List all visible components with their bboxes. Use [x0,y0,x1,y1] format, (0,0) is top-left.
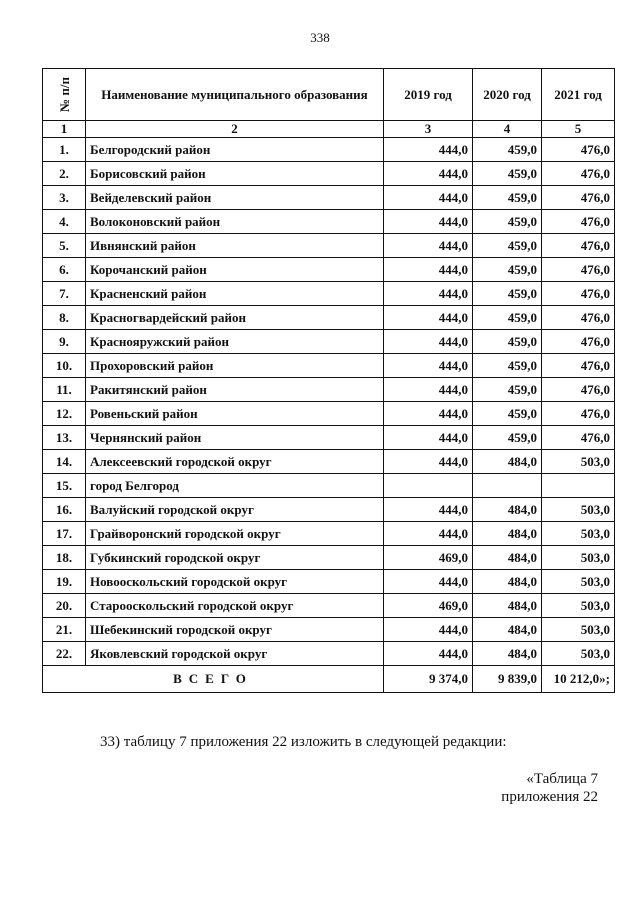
row-name: Вейделевский район [86,186,384,210]
row-number: 8. [43,306,86,330]
row-value-2021: 476,0 [542,186,615,210]
table-row [43,162,615,186]
table-row [43,186,615,210]
row-value-2019: 444,0 [384,162,473,186]
row-name: Ровеньский район [86,402,384,426]
table-body [43,138,615,666]
row-value-2020: 459,0 [473,210,542,234]
row-name: Ракитянский район [86,378,384,402]
row-name: Алексеевский городской округ [86,450,384,474]
row-number: 5. [43,234,86,258]
row-value-2020 [473,474,542,498]
row-value-2020: 484,0 [473,522,542,546]
row-name: Яковлевский городской округ [86,642,384,666]
row-value-2020: 459,0 [473,330,542,354]
row-name: Чернянский район [86,426,384,450]
table-row [43,234,615,258]
total-2020: 9 839,0 [473,666,542,693]
row-value-2021: 503,0 [542,546,615,570]
row-value-2020: 484,0 [473,618,542,642]
row-value-2020: 484,0 [473,594,542,618]
table-row [43,210,615,234]
row-value-2019: 469,0 [384,594,473,618]
index-cell: 5 [542,121,615,138]
table-row [43,570,615,594]
row-number: 18. [43,546,86,570]
row-value-2019: 444,0 [384,402,473,426]
row-value-2021: 476,0 [542,306,615,330]
table-reference-line2: приложения 22 [501,789,598,805]
total-label: ВСЕГО [43,666,384,693]
row-value-2021: 476,0 [542,234,615,258]
row-name: Красненский район [86,282,384,306]
table-row [43,498,615,522]
row-value-2021 [542,474,615,498]
row-number: 2. [43,162,86,186]
row-name: Красногвардейский район [86,306,384,330]
row-number: 14. [43,450,86,474]
row-value-2019: 444,0 [384,522,473,546]
row-value-2019: 444,0 [384,642,473,666]
row-name: Волоконовский район [86,210,384,234]
row-value-2021: 503,0 [542,498,615,522]
row-name: город Белгород [86,474,384,498]
row-value-2019: 444,0 [384,378,473,402]
row-value-2019: 444,0 [384,426,473,450]
table-row [43,546,615,570]
row-name: Борисовский район [86,162,384,186]
total-row [43,666,615,693]
row-name: Губкинский городской округ [86,546,384,570]
table-row [43,378,615,402]
row-name: Ивнянский район [86,234,384,258]
row-value-2020: 459,0 [473,186,542,210]
table-row [43,138,615,162]
row-value-2021: 503,0 [542,618,615,642]
header-name: Наименование муниципального образования [86,69,384,121]
index-cell: 1 [43,121,86,138]
row-value-2019: 444,0 [384,330,473,354]
row-number: 12. [43,402,86,426]
row-value-2021: 503,0 [542,450,615,474]
table-row [43,402,615,426]
row-value-2019: 444,0 [384,570,473,594]
table-row [43,426,615,450]
row-number: 19. [43,570,86,594]
row-value-2020: 459,0 [473,258,542,282]
row-name: Старооскольский городской округ [86,594,384,618]
row-value-2021: 476,0 [542,378,615,402]
row-value-2021: 476,0 [542,282,615,306]
row-value-2020: 459,0 [473,306,542,330]
table-row [43,594,615,618]
row-number: 15. [43,474,86,498]
row-value-2021: 503,0 [542,570,615,594]
row-value-2021: 503,0 [542,594,615,618]
row-value-2020: 484,0 [473,642,542,666]
instruction-text: 33) таблицу 7 приложения 22 изложить в следующей редакции: [100,734,507,750]
row-number: 1. [43,138,86,162]
row-number: 9. [43,330,86,354]
table-row [43,354,615,378]
table-row [43,474,615,498]
table-header-row [43,69,615,121]
row-name: Прохоровский район [86,354,384,378]
table-reference-line1: «Таблица 7 [526,771,598,787]
row-number: 6. [43,258,86,282]
row-value-2021: 503,0 [542,522,615,546]
header-num-label: № п/п [56,77,72,112]
row-value-2020: 459,0 [473,282,542,306]
row-value-2019: 444,0 [384,186,473,210]
row-number: 20. [43,594,86,618]
row-number: 3. [43,186,86,210]
row-value-2021: 476,0 [542,330,615,354]
table-row [43,282,615,306]
index-cell: 2 [86,121,384,138]
row-value-2021: 503,0 [542,642,615,666]
row-value-2021: 476,0 [542,138,615,162]
row-value-2020: 484,0 [473,450,542,474]
row-value-2019: 444,0 [384,210,473,234]
row-value-2019 [384,474,473,498]
row-value-2021: 476,0 [542,402,615,426]
row-value-2021: 476,0 [542,426,615,450]
table-row [43,306,615,330]
row-value-2020: 484,0 [473,570,542,594]
row-number: 7. [43,282,86,306]
row-value-2020: 459,0 [473,138,542,162]
table-reference [501,770,598,806]
row-value-2020: 459,0 [473,162,542,186]
row-value-2019: 444,0 [384,618,473,642]
total-2019: 9 374,0 [384,666,473,693]
row-name: Шебекинский городской округ [86,618,384,642]
table-row [43,522,615,546]
row-number: 16. [43,498,86,522]
row-name: Грайворонский городской округ [86,522,384,546]
table-index-row [43,121,615,138]
index-cell: 4 [473,121,542,138]
row-name: Белгородский район [86,138,384,162]
row-value-2020: 459,0 [473,354,542,378]
table-row [43,642,615,666]
row-name: Валуйский городской округ [86,498,384,522]
row-value-2019: 444,0 [384,450,473,474]
row-value-2020: 459,0 [473,402,542,426]
row-value-2019: 444,0 [384,138,473,162]
table-row [43,618,615,642]
row-value-2020: 484,0 [473,498,542,522]
row-number: 11. [43,378,86,402]
row-number: 21. [43,618,86,642]
row-number: 10. [43,354,86,378]
page-number: 338 [310,30,330,45]
row-value-2020: 459,0 [473,426,542,450]
row-name: Новооскольский городской округ [86,570,384,594]
row-value-2020: 459,0 [473,234,542,258]
table-row [43,330,615,354]
table-row [43,258,615,282]
row-name: Краснояружский район [86,330,384,354]
row-number: 22. [43,642,86,666]
row-value-2020: 459,0 [473,378,542,402]
header-2021: 2021 год [542,69,615,121]
index-cell: 3 [384,121,473,138]
total-2021: 10 212,0»; [542,666,615,693]
table-row [43,450,615,474]
row-value-2021: 476,0 [542,354,615,378]
row-value-2019: 444,0 [384,498,473,522]
row-value-2021: 476,0 [542,162,615,186]
row-value-2019: 444,0 [384,258,473,282]
row-number: 4. [43,210,86,234]
row-value-2020: 484,0 [473,546,542,570]
row-number: 17. [43,522,86,546]
budget-table [42,68,615,693]
row-number: 13. [43,426,86,450]
row-name: Корочанский район [86,258,384,282]
row-value-2019: 444,0 [384,306,473,330]
row-value-2019: 444,0 [384,354,473,378]
header-num [43,69,86,121]
row-value-2021: 476,0 [542,210,615,234]
row-value-2021: 476,0 [542,258,615,282]
row-value-2019: 444,0 [384,234,473,258]
row-value-2019: 469,0 [384,546,473,570]
header-2020: 2020 год [473,69,542,121]
header-2019: 2019 год [384,69,473,121]
row-value-2019: 444,0 [384,282,473,306]
